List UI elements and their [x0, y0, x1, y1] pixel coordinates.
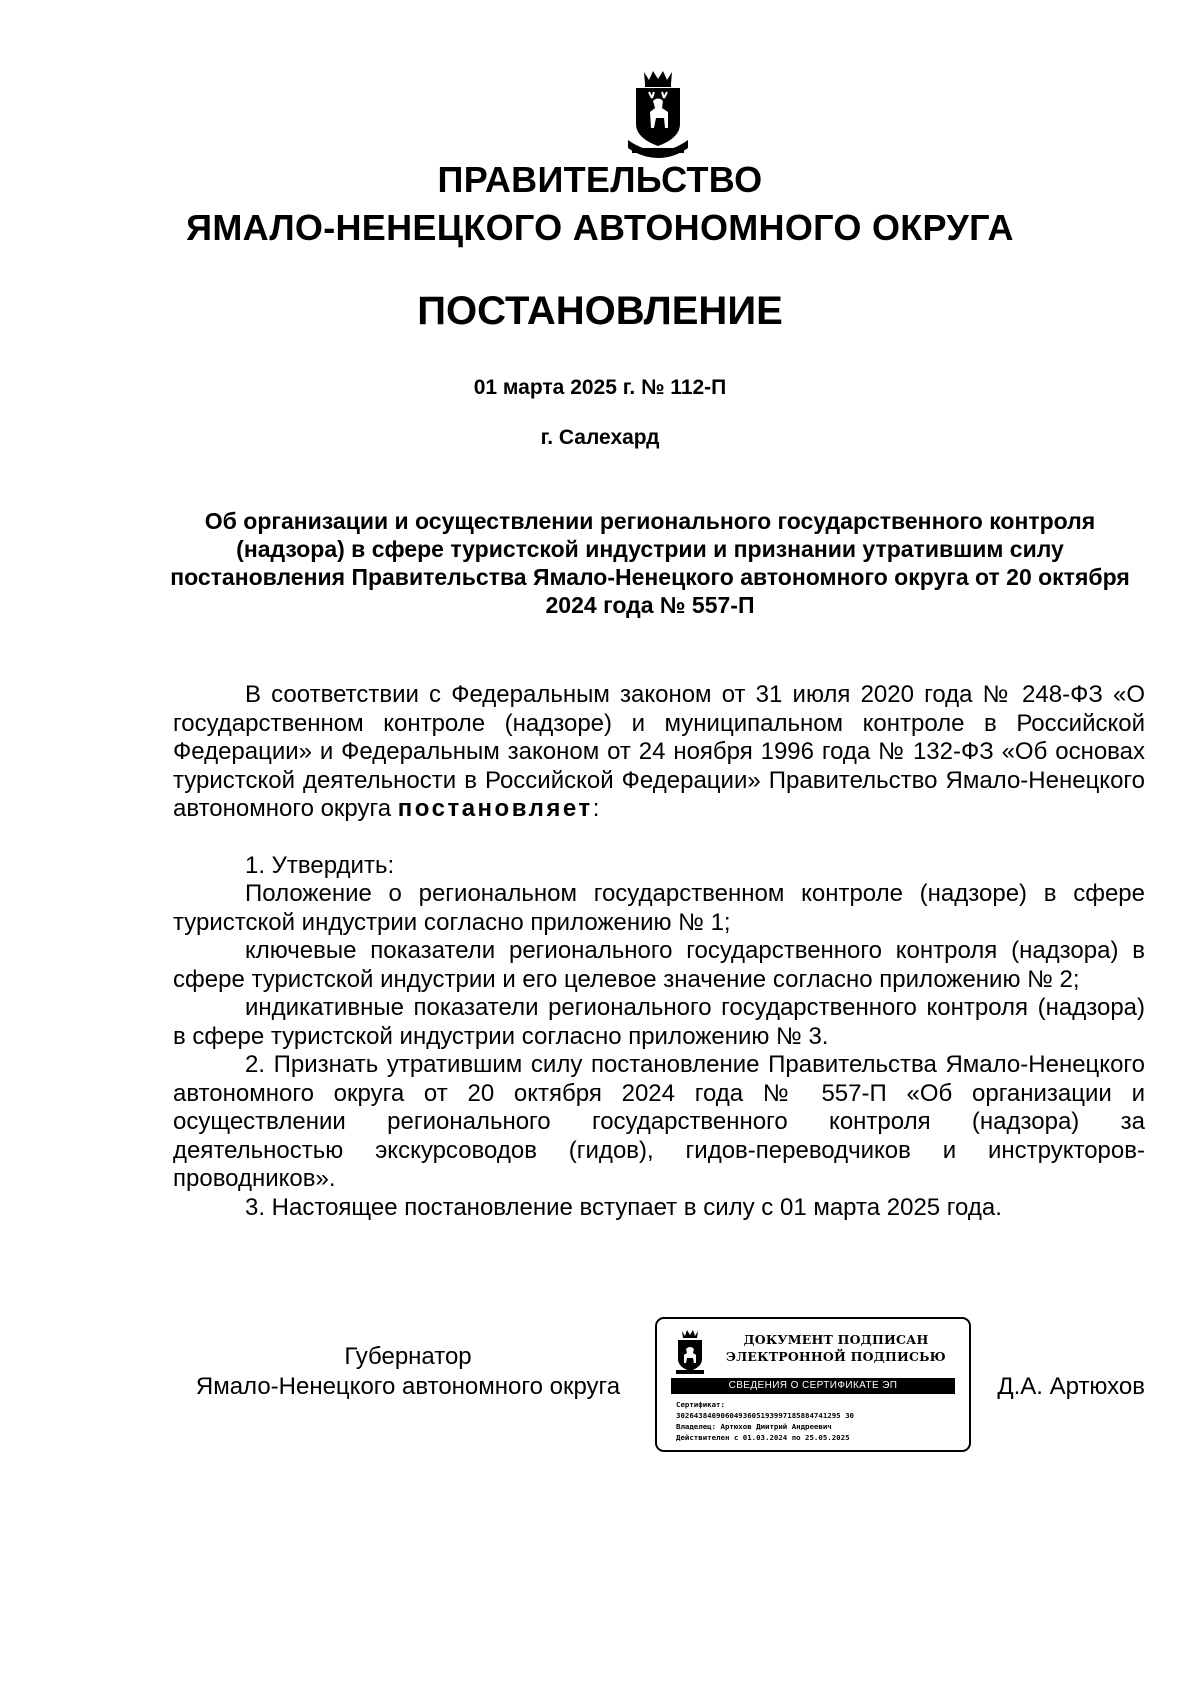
signatory-position-line-1: Губернатор — [344, 1343, 472, 1370]
item-1-b: ключевые показатели регионального государственного контроля (надзора) в сфере туристской индустрии и его целевое значение согласно приложению № 2; — [173, 937, 1145, 993]
item-2: 2. Признать утратившим силу постановление Правительства Ямало-Ненецкого автономного округа от 20 октября 2024 года № 557-П «Об организации и осуществлении регионального государственного контроля (надзора) за деятельностью экскурсоводов (гидов), гидов-переводчиков и инструкторов-проводников». — [173, 1051, 1145, 1192]
stamp-certificate-bar: СВЕДЕНИЯ О СЕРТИФИКАТЕ ЭП — [671, 1378, 955, 1394]
preamble-end: : — [592, 795, 600, 822]
stamp-owner: Владелец: Артюхов Дмитрий Андреевич — [676, 1422, 832, 1431]
stamp-emblem-icon — [671, 1329, 709, 1375]
signatory-position — [173, 1342, 643, 1402]
item-1-c: индикативные показатели регионального государственного контроля (надзора) в сфере туристской индустрии согласно приложению № 3. — [173, 994, 1145, 1050]
item-1-a: Положение о региональном государственном контроле (надзоре) в сфере туристской индустрии согласно приложению № 1; — [173, 880, 1145, 936]
stamp-title — [721, 1331, 951, 1365]
organization-heading — [0, 156, 1200, 252]
document-body — [173, 681, 1145, 1222]
signatory-name: Д.А. Артюхов — [997, 1373, 1145, 1400]
organization-line-2: ЯМАЛО-НЕНЕЦКОГО АВТОНОМНОГО ОКРУГА — [186, 207, 1014, 248]
document-title: Об организации и осуществлении регионального государственного контроля (надзора) в сфере туристской индустрии и признании утратившим силу постановления Правительства Ямало-Ненецкого автономного округа от 20 октября 2024 года № 557-П — [170, 508, 1130, 618]
stamp-cert-number: 3026438469060493605193997185884741295 30 — [676, 1411, 854, 1420]
stamp-cert-label: Сертификат: — [676, 1400, 725, 1409]
stamp-title-line-2: ЭЛЕКТРОННОЙ ПОДПИСЬЮ — [726, 1349, 946, 1364]
preamble-text: В соответствии с Федеральным законом от 31 июля 2020 года № 248-ФЗ «О государственном контроле (надзоре) и муниципальном контроле в Российской Федерации» и Федеральным законом от 24 ноября 1996 года № 132-ФЗ «Об основах туристской деятельности в Российской Федерации» Правительство Ямало-Ненецкого автономного округа — [173, 681, 1145, 822]
stamp-validity: Действителен с 01.03.2024 по 25.05.2025 — [676, 1433, 850, 1442]
document-type: ПОСТАНОВЛЕНИЕ — [417, 289, 783, 333]
stamp-title-line-1: ДОКУМЕНТ ПОДПИСАН — [743, 1332, 929, 1347]
organization-line-1: ПРАВИТЕЛЬСТВО — [437, 159, 763, 200]
decree-word: постановляет — [397, 795, 593, 822]
e-signature-stamp — [655, 1317, 971, 1452]
document-date-number: 01 марта 2025 г. № 112-П — [473, 376, 727, 399]
document-city: г. Салехард — [540, 426, 660, 449]
preamble-paragraph — [173, 681, 1145, 824]
item-3: 3. Настоящее постановление вступает в силу с 01 марта 2025 года. — [245, 1193, 1002, 1221]
item-1: 1. Утвердить: — [245, 851, 395, 879]
coat-of-arms-icon — [622, 68, 694, 158]
signatory-position-line-2: Ямало-Ненецкого автономного округа — [195, 1373, 621, 1400]
stamp-certificate-details — [676, 1399, 966, 1443]
